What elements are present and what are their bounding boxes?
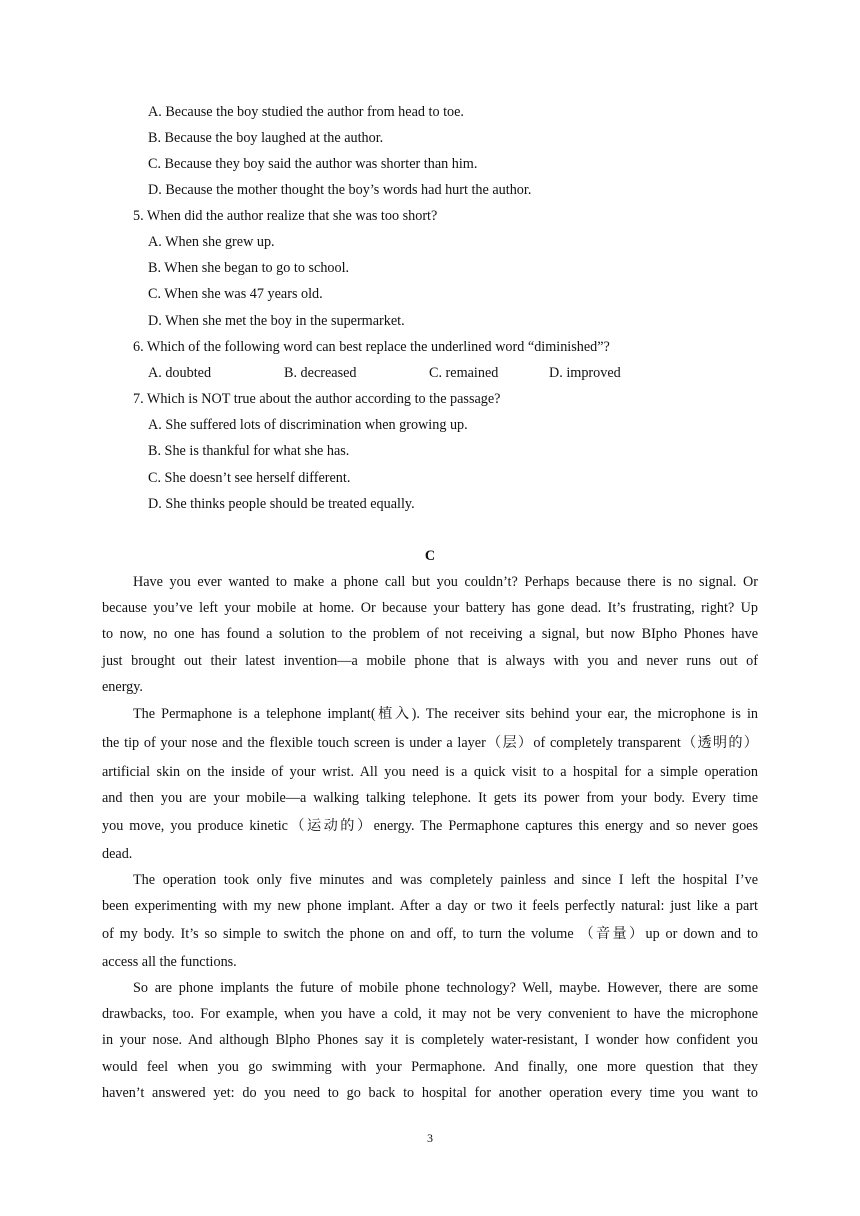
q4-option-a: A. Because the boy studied the author from head to toe. (148, 104, 464, 120)
paragraph-line: The Permaphone is a telephone implant(植入). The receiver sits behind your ear, the microphone is in (133, 706, 758, 722)
q7-option-d: D. She thinks people should be treated equally. (148, 496, 415, 512)
paragraph-line: The operation took only five minutes and was completely painless and since I left the hospital I’ve (133, 872, 758, 888)
q6-option-c: C. remained (429, 365, 499, 381)
q4-option-b: B. Because the boy laughed at the author. (148, 130, 384, 146)
paragraph-line: So are phone implants the future of mobile phone technology? Well, maybe. However, there are some (133, 980, 758, 996)
paragraph-line: just brought out their latest invention—a mobile phone that is always with you and never runs out of (102, 653, 758, 669)
page-number: 3 (427, 1131, 433, 1145)
q7-option-a: A. She suffered lots of discrimination when growing up. (148, 417, 468, 433)
q5-option-a: A. When she grew up. (148, 234, 275, 250)
q7-option-b: B. She is thankful for what she has. (148, 443, 350, 459)
paragraph-line: drawbacks, too. For example, when you have a cold, it may not be very convenient to have the microphone (102, 1006, 758, 1022)
q5-option-d: D. When she met the boy in the supermarket. (148, 313, 405, 329)
q4-option-d: D. Because the mother thought the boy’s words had hurt the author. (148, 182, 532, 198)
paragraph-line: you move, you produce kinetic（运动的）energy. The Permaphone captures this energy and so never goes (102, 818, 758, 834)
q7-text: 7. Which is NOT true about the author according to the passage? (133, 391, 501, 407)
q6-text: 6. Which of the following word can best replace the underlined word “diminished”? (133, 339, 610, 355)
paragraph-line: Have you ever wanted to make a phone call but you couldn’t? Perhaps because there is no signal. Or (133, 574, 758, 590)
paragraph-line: access all the functions. (102, 954, 237, 970)
paragraph-line: haven’t answered yet: do you need to go back to hospital for another operation every time you want to (102, 1085, 758, 1101)
q4-option-c: C. Because they boy said the author was shorter than him. (148, 156, 478, 172)
q5-option-c: C. When she was 47 years old. (148, 286, 323, 302)
paragraph-line: energy. (102, 679, 143, 695)
q6-option-a: A. doubted (148, 365, 212, 381)
paragraph-line: dead. (102, 846, 133, 862)
paragraph-line: of my body. It’s so simple to switch the phone on and off, to turn the volume （音量）up or down and to (102, 926, 758, 942)
q6-option-d: D. improved (549, 365, 621, 381)
paragraph-line: because you’ve left your mobile at home. Or because your battery has gone dead. It’s frustrating, right? Up (102, 600, 758, 616)
paragraph-line: the tip of your nose and the flexible touch screen is under a layer（层）of completely transparent（透明的） (102, 735, 758, 751)
q6-option-b: B. decreased (284, 365, 357, 381)
q7-option-c: C. She doesn’t see herself different. (148, 470, 351, 486)
paragraph-line: artificial skin on the inside of your wrist. All you need is a quick visit to a hospital for a simple operation (102, 764, 758, 780)
paragraph-line: and then you are your mobile—a walking talking telephone. It gets its power from your body. Every time (102, 790, 758, 806)
paragraph-line: to now, no one has found a solution to the problem of not receiving a signal, but now BIpho Phones have (102, 626, 758, 642)
paragraph-line: would feel when you go swimming with your Permaphone. And finally, one more question that they (102, 1059, 758, 1075)
paragraph-line: been experimenting with my new phone implant. After a day or two it feels perfectly natural: just like a part (102, 898, 758, 914)
q5-option-b: B. When she began to go to school. (148, 260, 350, 276)
q5-text: 5. When did the author realize that she was too short? (133, 208, 438, 224)
section-c-title: C (424, 548, 436, 564)
paragraph-line: in your nose. And although Blpho Phones say it is completely water-resistant, I wonder how confident you (102, 1032, 758, 1048)
